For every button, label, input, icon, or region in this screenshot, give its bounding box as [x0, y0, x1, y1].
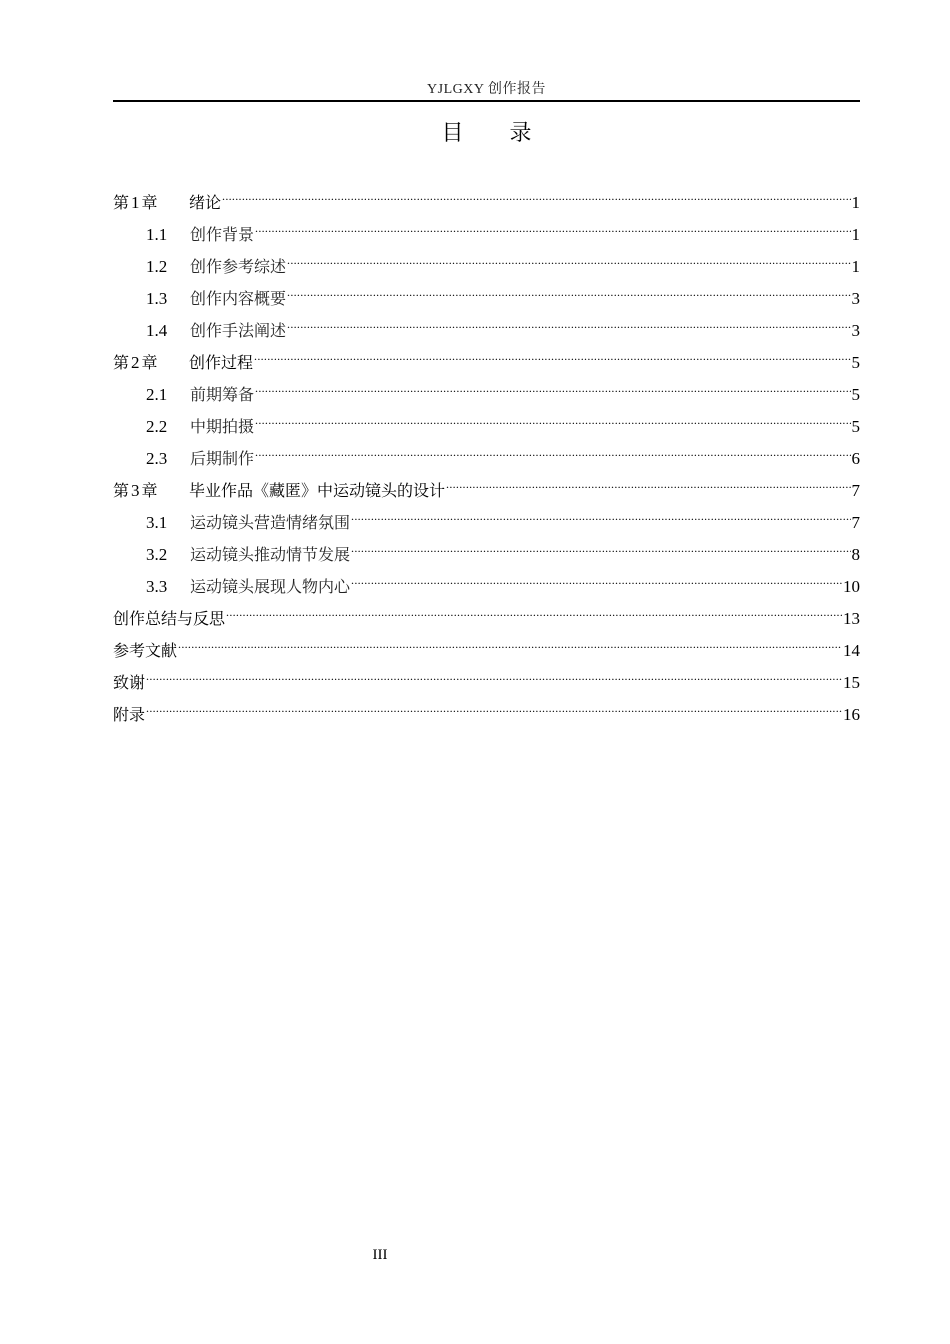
- table-of-contents: [113, 176, 860, 724]
- chapter-suffix: 章: [141, 193, 158, 212]
- toc-entry-page: 8: [851, 545, 860, 564]
- toc-entry[interactable]: [113, 624, 860, 660]
- dot-leader: [254, 336, 850, 368]
- toc-entry-number: 1.1: [146, 225, 168, 244]
- dot-leader: [255, 208, 850, 240]
- toc-entry[interactable]: [113, 304, 860, 340]
- toc-entry-number: 1.2: [146, 257, 168, 276]
- dot-leader: [446, 464, 850, 496]
- toc-entry-page: 5: [851, 417, 860, 436]
- dot-leader: [255, 432, 850, 464]
- toc-entry-label: 创作背景: [190, 225, 255, 244]
- chapter-prefix: 第: [113, 193, 130, 212]
- toc-entry[interactable]: [113, 688, 860, 724]
- dot-leader: [255, 368, 850, 400]
- toc-entry-page: 10: [843, 577, 860, 596]
- toc-entry-number: 2.2: [146, 417, 168, 436]
- running-header: YJLGXY 创作报告: [427, 82, 546, 97]
- toc-entry-page: 3: [851, 289, 860, 308]
- dot-leader: [146, 656, 842, 688]
- toc-entry-page: 13: [843, 609, 860, 628]
- dot-leader: [287, 304, 850, 336]
- toc-entry-page: 14: [843, 641, 860, 660]
- toc-entry-label: 运动镜头展现人物内心: [190, 577, 351, 596]
- page-number: III: [372, 1247, 388, 1263]
- toc-entry-label: 绪论: [189, 193, 222, 212]
- toc-entry-label: 运动镜头营造情绪氛围: [190, 513, 351, 532]
- toc-entry-page: 1: [851, 193, 860, 212]
- dot-leader: [351, 496, 850, 528]
- toc-entry-label: 创作参考综述: [190, 257, 287, 276]
- toc-entry[interactable]: [113, 496, 860, 532]
- chapter-prefix: 第: [113, 481, 130, 500]
- dot-leader: [222, 176, 850, 208]
- chapter-number: 2: [131, 353, 140, 372]
- chapter-number: 3: [131, 481, 140, 500]
- toc-entry[interactable]: [113, 592, 860, 628]
- toc-entry-page: 7: [851, 481, 860, 500]
- toc-entry-page: 1: [851, 257, 860, 276]
- toc-entry[interactable]: [113, 176, 860, 212]
- dot-leader: [351, 560, 842, 592]
- dot-leader: [146, 688, 842, 720]
- dot-leader: [178, 624, 842, 656]
- toc-entry-number: 2.1: [146, 385, 168, 404]
- toc-entry-label: 附录: [113, 705, 146, 724]
- toc-entry-number: 3.3: [146, 577, 168, 596]
- dot-leader: [255, 400, 850, 432]
- toc-entry[interactable]: [113, 432, 860, 468]
- toc-entry-label: 创作内容概要: [190, 289, 287, 308]
- toc-entry-number: 3.2: [146, 545, 168, 564]
- toc-entry-label: 前期筹备: [190, 385, 255, 404]
- chapter-number: 1: [131, 193, 140, 212]
- toc-entry[interactable]: [113, 656, 860, 692]
- toc-entry-page: 16: [843, 705, 860, 724]
- toc-entry-label: 运动镜头推动情节发展: [190, 545, 351, 564]
- chapter-suffix: 章: [141, 353, 158, 372]
- toc-title-right: 录: [509, 121, 532, 146]
- toc-entry[interactable]: [113, 400, 860, 436]
- toc-entry-page: 6: [851, 449, 860, 468]
- toc-entry[interactable]: [113, 240, 860, 276]
- toc-entry-page: 15: [843, 673, 860, 692]
- toc-entry-page: 1: [851, 225, 860, 244]
- dot-leader: [287, 272, 850, 304]
- toc-title: [113, 116, 860, 147]
- toc-entry-page: 3: [851, 321, 860, 340]
- toc-entry-page: 7: [851, 513, 860, 532]
- toc-entry-label: 参考文献: [113, 641, 178, 660]
- toc-entry-label: 后期制作: [190, 449, 255, 468]
- toc-entry-label: 创作手法阐述: [190, 321, 287, 340]
- chapter-prefix: 第: [113, 353, 130, 372]
- toc-entry-label: 毕业作品《藏匿》中运动镜头的设计: [189, 481, 446, 500]
- toc-entry-number: 3.1: [146, 513, 168, 532]
- toc-entry-label: 致谢: [113, 673, 146, 692]
- toc-entry-number: 2.3: [146, 449, 168, 468]
- header-rule: [113, 100, 860, 102]
- toc-entry[interactable]: [113, 560, 860, 596]
- dot-leader: [351, 528, 850, 560]
- toc-entry-page: 5: [851, 385, 860, 404]
- dot-leader: [226, 592, 842, 624]
- dot-leader: [287, 240, 850, 272]
- toc-entry-label: 创作过程: [189, 353, 254, 372]
- toc-entry[interactable]: [113, 368, 860, 404]
- toc-entry[interactable]: [113, 208, 860, 244]
- toc-entry-number: 1.4: [146, 321, 168, 340]
- toc-entry-page: 5: [851, 353, 860, 372]
- toc-title-left: 目: [441, 121, 464, 146]
- toc-entry-label: 中期拍摄: [190, 417, 255, 436]
- toc-entry-label: 创作总结与反思: [113, 609, 226, 628]
- toc-entry-number: 1.3: [146, 289, 168, 308]
- toc-entry[interactable]: [113, 336, 860, 372]
- toc-entry[interactable]: [113, 528, 860, 564]
- chapter-suffix: 章: [141, 481, 158, 500]
- toc-entry[interactable]: [113, 272, 860, 308]
- toc-entry[interactable]: [113, 464, 860, 500]
